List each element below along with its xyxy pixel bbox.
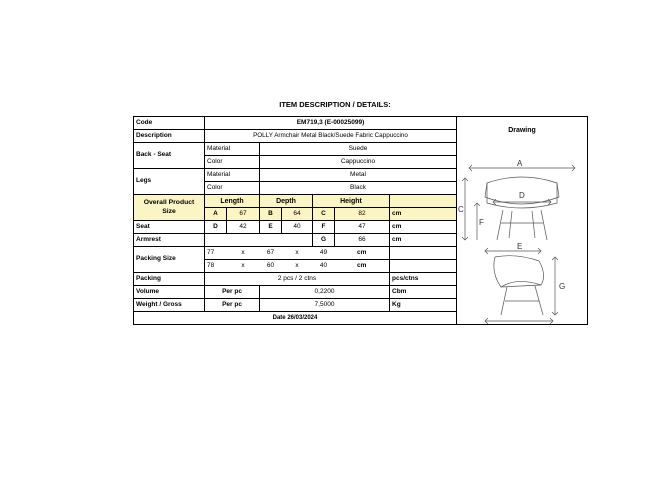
date-footer: Date 26/03/2024 [134, 312, 457, 325]
volume-unit: Cbm [390, 286, 457, 299]
overall-b-value: 64 [282, 208, 313, 221]
legs-material-label: Material [205, 169, 260, 182]
packing-value: 2 pcs / 2 ctns [205, 273, 390, 286]
armrest-unit: cm [390, 234, 457, 247]
dim-label-e: E [517, 242, 523, 251]
packing-size-r2-x1: x [227, 260, 260, 273]
dim-label-g: G [559, 282, 566, 291]
dim-label-d: D [519, 191, 525, 200]
chair-front-view [462, 165, 575, 240]
drawing-title: Drawing [508, 127, 536, 134]
dim-label-c: C [458, 205, 464, 214]
description-label: Description [134, 130, 205, 143]
seat-e-letter: E [260, 221, 282, 234]
spec-table [133, 116, 588, 333]
overall-size-label: Overall Product Size [134, 195, 205, 221]
armrest-label: Armrest [134, 234, 205, 247]
seat-d-letter: D [205, 221, 227, 234]
seat-f-letter: F [313, 221, 335, 234]
seat-label: Seat [134, 221, 205, 234]
code-label: Code [134, 117, 205, 130]
armrest-g-letter: G [313, 234, 335, 247]
packing-size-r1-h: 49 [313, 247, 335, 260]
back-seat-material: Suede [260, 143, 457, 156]
weight-label: Weight / Gross [134, 299, 205, 312]
legs-color-label: Color [205, 182, 260, 195]
back-seat-label: Back - Seat [134, 143, 205, 169]
legs-color: Black [260, 182, 457, 195]
packing-size-r1-x1: x [227, 247, 260, 260]
volume-label: Volume [134, 286, 205, 299]
overall-b-letter: B [260, 208, 282, 221]
dim-label-f: F [479, 218, 484, 227]
packing-size-r2-l: 78 [205, 260, 227, 273]
packing-size-r1-x2: x [282, 247, 313, 260]
overall-unit: cm [390, 208, 457, 221]
chair-side-view [485, 248, 558, 333]
volume-per: Per pc [205, 286, 260, 299]
packing-unit: pcs/ctns [390, 273, 457, 286]
packing-size-r2-w: 60 [260, 260, 282, 273]
length-header: Length [205, 195, 260, 208]
seat-f-value: 47 [335, 221, 390, 234]
packing-size-r1-blank [390, 247, 457, 260]
packing-size-label: Packing Size [134, 247, 205, 273]
weight-per: Per pc [205, 299, 260, 312]
weight-value: 7,5000 [260, 299, 390, 312]
weight-unit: Kg [390, 299, 457, 312]
seat-unit: cm [390, 221, 457, 234]
legs-label: Legs [134, 169, 205, 195]
overall-header-blank [390, 195, 457, 208]
drawing-cell [457, 117, 588, 333]
chair-drawing [457, 145, 587, 333]
packing-size-r1-w: 67 [260, 247, 282, 260]
volume-value: 0,2200 [260, 286, 390, 299]
packing-size-r2-x2: x [282, 260, 313, 273]
packing-size-r2-blank [390, 260, 457, 273]
overall-c-value: 82 [335, 208, 390, 221]
packing-size-r2-unit: cm [335, 260, 390, 273]
code-value: EM719,3 (E-00025099) [205, 117, 457, 130]
dim-label-a: A [517, 159, 523, 168]
page-heading: ITEM DESCRIPTION / DETAILS: [279, 100, 391, 109]
packing-size-r1-l: 77 [205, 247, 227, 260]
overall-a-value: 67 [227, 208, 260, 221]
back-seat-color: Cappuccino [260, 156, 457, 169]
seat-d-value: 42 [227, 221, 260, 234]
overall-c-letter: C [313, 208, 335, 221]
packing-size-r2-h: 40 [313, 260, 335, 273]
packing-label: Packing [134, 273, 205, 286]
dim-label-b: B [517, 324, 523, 333]
overall-a-letter: A [205, 208, 227, 221]
description-value: POLLY Armchair Metal Black/Suede Fabric Cappuccino [205, 130, 457, 143]
legs-material: Metal [260, 169, 457, 182]
armrest-blank [205, 234, 313, 247]
armrest-g-value: 66 [335, 234, 390, 247]
seat-e-value: 40 [282, 221, 313, 234]
height-header: Height [313, 195, 390, 208]
depth-header: Depth [260, 195, 313, 208]
back-seat-color-label: Color [205, 156, 260, 169]
packing-size-r1-unit: cm [335, 247, 390, 260]
back-seat-material-label: Material [205, 143, 260, 156]
